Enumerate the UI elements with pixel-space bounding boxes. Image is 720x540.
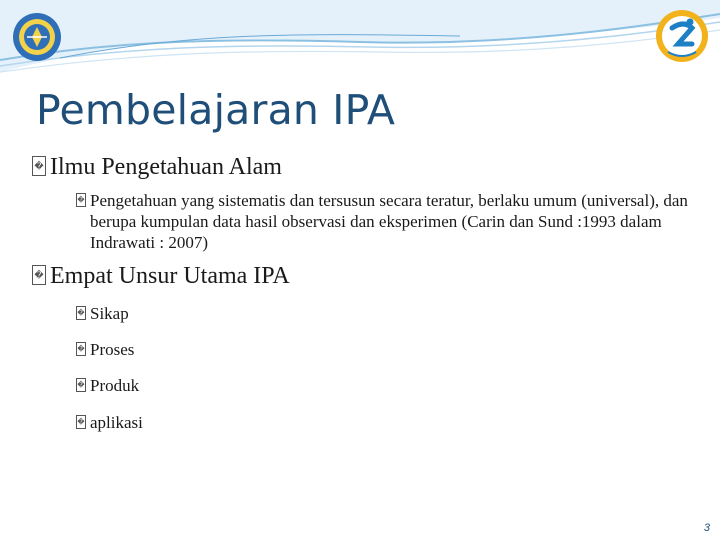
bullet-box-icon: � [32, 156, 46, 176]
bullet-box-icon: � [76, 342, 86, 356]
slide-content [32, 154, 692, 448]
tut-wuri-handayani-emblem-icon [12, 10, 62, 64]
section-heading-ipa [32, 154, 692, 182]
bullet-box-icon: � [76, 306, 86, 320]
definition-item [32, 190, 692, 254]
list-item [32, 303, 692, 324]
bullet-box-icon: � [76, 378, 86, 392]
kurikulum-2013-logo-icon [654, 8, 710, 66]
list-item-text: Sikap [90, 303, 129, 323]
bullet-box-icon: � [32, 265, 46, 285]
list-item-text: Produk [90, 376, 140, 396]
bullet-box-icon: � [76, 193, 86, 207]
header-wave-band [0, 0, 720, 80]
list-item [32, 412, 692, 433]
header-wave-decoration [0, 0, 720, 80]
bullet-box-icon: � [76, 415, 86, 429]
page-number: 3 [703, 522, 710, 534]
section-heading-text: Ilmu Pengetahuan Alam [50, 154, 282, 180]
list-item-text: Proses [90, 340, 135, 360]
list-item [32, 375, 692, 396]
list-item-text: aplikasi [90, 412, 143, 432]
list-item [32, 339, 692, 360]
section-heading-unsur [32, 263, 692, 291]
definition-text: Pengetahuan yang sistematis dan tersusun secara teratur, berlaku umum (universal), dan berupa kumpulan data hasil observasi dan eksperimen (Carin dan Sund :1993 dalam Indrawati : 2007) [90, 190, 688, 253]
slide-title: Pembelajaran IPA [36, 86, 396, 134]
section-heading-text: Empat Unsur Utama IPA [50, 263, 290, 290]
